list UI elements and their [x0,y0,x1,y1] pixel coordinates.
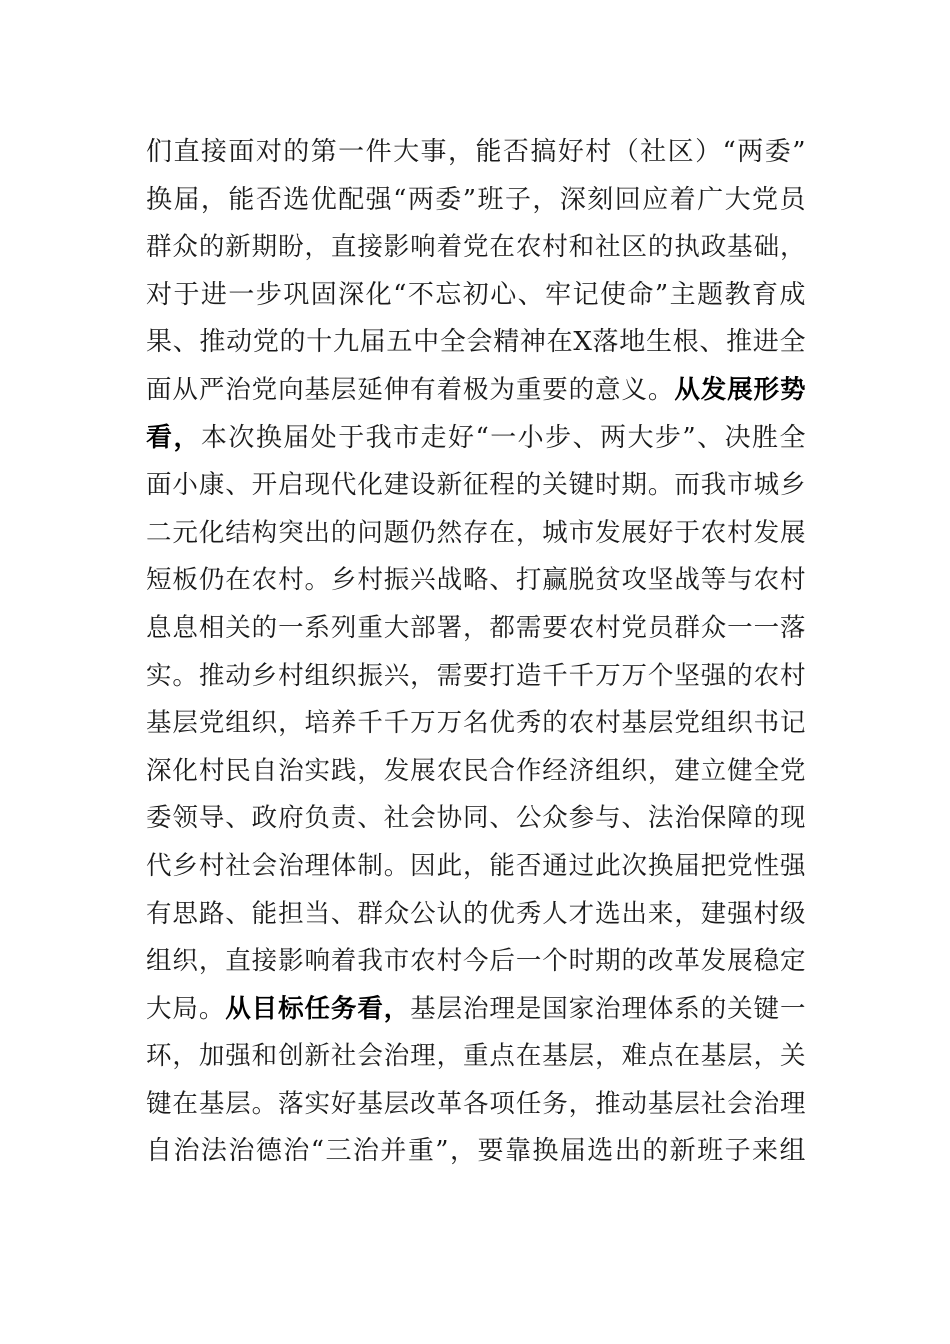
text-line [146,557,806,605]
text-run: 面小康、开启现代化建设新征程的关键时期。而我市城乡 [146,470,806,501]
text-line [146,224,806,272]
text-run: 深化村民自治实践，发展农民合作经济组织，建立健全党 [146,755,806,786]
text-run: 环，加强和创新社会治理，重点在基层，难点在基层，关 [146,1041,806,1072]
text-run: 换届，能否选优配强“两委”班子，深刻回应着广大党员 [146,184,806,215]
text-run: 本次换届处于我市走好“一小步、两大步”、决胜全 [200,422,806,453]
text-line [146,367,806,415]
text-line [146,415,806,463]
text-run: 息息相关的一系列重大部署，都需要农村党员群众一一落 [146,612,806,643]
text-line [146,700,806,748]
text-line [146,129,806,177]
text-run: 自治法治德治“三治并重”，要靠换届选出的新班子来组 [146,1136,806,1167]
text-run: 基层党组织，培养千千万万名优秀的农村基层党组织书记 [146,708,806,739]
text-run: 对于进一步巩固深化“不忘初心、牢记使命”主题教育成 [146,279,806,310]
text-run: 实。推动乡村组织振兴，需要打造千千万万个坚强的农村 [146,660,806,691]
text-run: 二元化结构突出的问题仍然存在，城市发展好于农村发展 [146,517,806,548]
text-run: 键在基层。落实好基层改革各项任务，推动基层社会治理 [146,1088,806,1119]
text-line [146,891,806,939]
text-run: 代乡村社会治理体制。因此，能否通过此次换届把党性强 [146,850,806,881]
text-run: 有思路、能担当、群众公认的优秀人才选出来，建强村级 [146,898,806,929]
text-line [146,1081,806,1129]
text-line [146,319,806,367]
text-line [146,938,806,986]
text-line [146,272,806,320]
text-line [146,653,806,701]
text-run: 面从严治党向基层延伸有着极为重要的意义。 [146,374,675,405]
text-run: 委领导、政府负责、社会协同、公众参与、法治保障的现 [146,803,806,834]
text-run: 群众的新期盼，直接影响着党在农村和社区的执政基础， [146,232,806,263]
text-line [146,177,806,225]
text-line [146,462,806,510]
text-line [146,843,806,891]
text-line [146,1128,806,1176]
text-line [146,795,806,843]
text-line [146,748,806,796]
text-run: 短板仍在农村。乡村振兴战略、打赢脱贫攻坚战等与农村 [146,565,806,596]
body-text [146,129,806,1176]
text-run: 基层治理是国家治理体系的关键一 [410,993,806,1024]
text-run: 大局。 [146,993,226,1024]
bold-lead-phrase: 从发展形势 [674,374,806,405]
bold-lead-phrase: 从目标任务看， [225,993,411,1024]
text-run: 们直接面对的第一件大事，能否搞好村（社区）“两委” [146,137,806,167]
text-line [146,1033,806,1081]
text-run: 果、推动党的十九届五中全会精神在X落地生根、推进全 [146,327,806,358]
text-line [146,510,806,558]
text-line [146,605,806,653]
text-run: 组织，直接影响着我市农村今后一个时期的改革发展稳定 [146,946,806,977]
text-line [146,986,806,1034]
bold-lead-phrase: 看， [146,422,201,453]
